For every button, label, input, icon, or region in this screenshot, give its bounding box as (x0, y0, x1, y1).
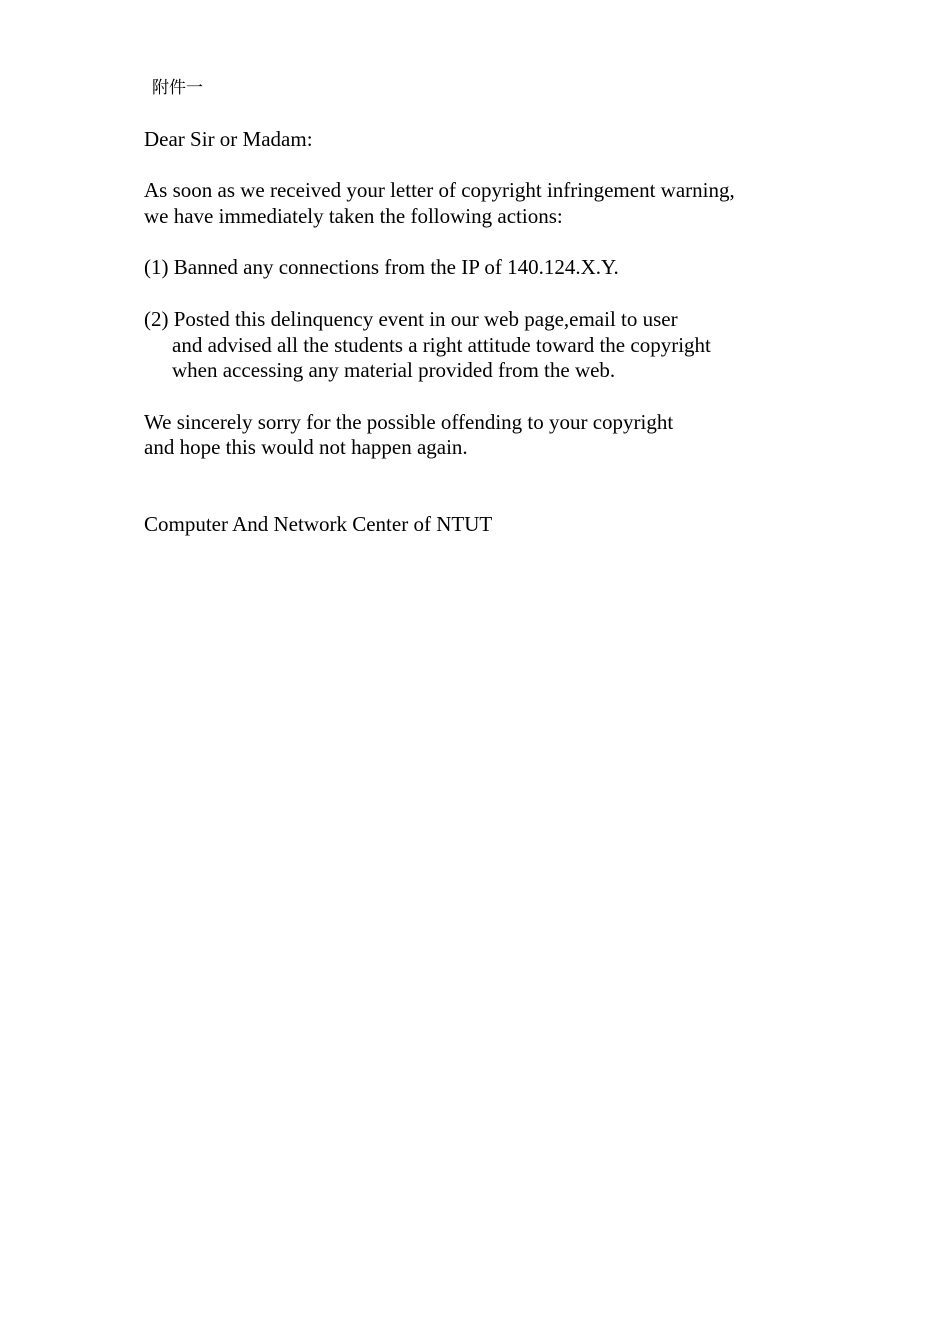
paragraph-gap (144, 461, 844, 512)
apology-line-2: and hope this would not happen again. (144, 435, 468, 460)
paragraph-gap (144, 384, 844, 410)
signature: Computer And Network Center of NTUT (144, 512, 493, 537)
action-2-line-1: (2) Posted this delinquency event in our web page,email to user (144, 306, 678, 331)
action-2-line-2: and advised all the students a right attitude toward the copyright (172, 332, 711, 357)
letter-body (144, 127, 844, 538)
paragraph-gap (144, 230, 844, 256)
intro-line-2: we have immediately taken the following actions: (144, 204, 563, 229)
paragraph-gap (144, 153, 844, 179)
intro-line-1: As soon as we received your letter of copyright infringement warning, (144, 178, 735, 203)
apology-line-1: We sincerely sorry for the possible offending to your copyright (144, 409, 674, 434)
paragraph-gap (144, 281, 844, 307)
attachment-label: 附件一 (152, 78, 203, 98)
salutation: Dear Sir or Madam: (144, 127, 313, 151)
action-2-line-3: when accessing any material provided from the web. (172, 358, 616, 383)
action-1: (1) Banned any connections from the IP of 140.124.X.Y. (144, 255, 619, 280)
